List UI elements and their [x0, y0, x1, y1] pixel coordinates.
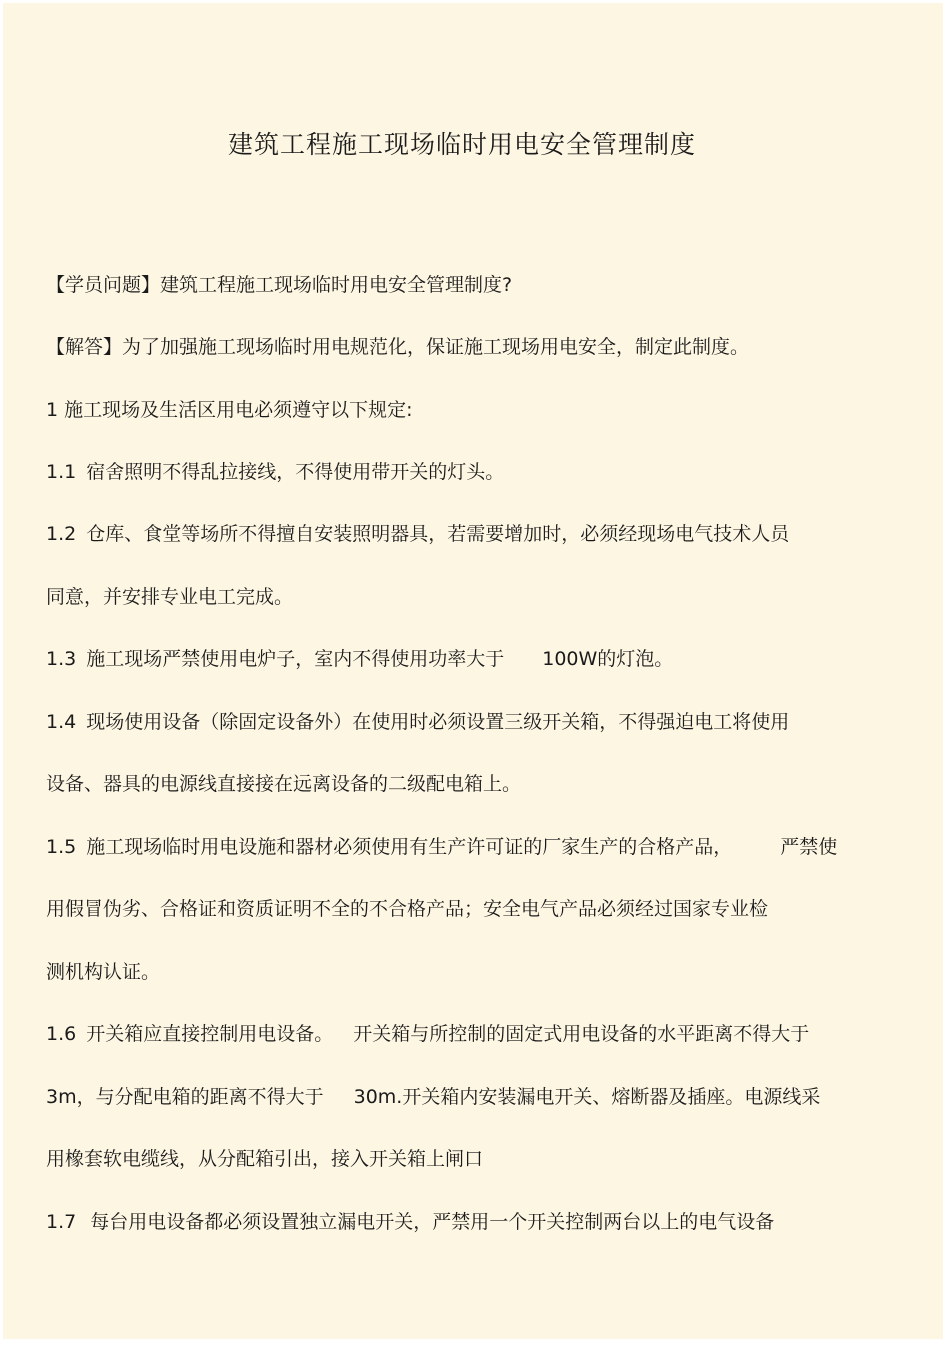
- item-text: 施工现场临时用电设施和器材必须使用有生产许可证的厂家生产的合格产品，: [86, 836, 733, 858]
- item-text: 施工现场严禁使用电炉子，室内不得使用功率大于: [86, 648, 505, 670]
- item-text: 宿舍照明不得乱拉接线，不得使用带开关的灯头。: [86, 461, 505, 483]
- item-text: 100W的灯泡。: [542, 648, 674, 670]
- item-1-4: [46, 708, 789, 736]
- item-number: 1.5: [46, 836, 77, 858]
- item-1-5-continued: 用假冒伪劣、合格证和资质证明不全的不合格产品；安全电气产品必须经过国家专业检: [46, 898, 769, 920]
- item-1-2: [46, 520, 789, 548]
- item-1-6: [46, 1020, 809, 1048]
- item-1-3: [46, 645, 673, 673]
- item-number: 1.3: [46, 648, 77, 670]
- item-number: 1.1: [46, 461, 77, 483]
- item-1-7: [46, 1208, 774, 1236]
- answer-line: 【解答】为了加强施工现场临时用电规范化，保证施工现场用电安全，制定此制度。: [46, 336, 750, 358]
- item-1-6-continued-2: 用橡套软电缆线，从分配箱引出，接入开关箱上闸口: [46, 1148, 484, 1170]
- item-1-5: [46, 833, 837, 861]
- item-text: 现场使用设备（除固定设备外）在使用时必须设置三级开关箱，不得强迫电工将使用: [86, 711, 790, 733]
- item-1-5-continued-2: 测机构认证。: [46, 961, 161, 983]
- item-text: 仓库、食堂等场所不得擅自安装照明器具，若需要增加时，必须经现场电气技术人员: [86, 523, 790, 545]
- item-number: 1.2: [46, 523, 77, 545]
- item-1-1: [46, 458, 504, 486]
- item-number: 1.6: [46, 1023, 77, 1045]
- item-number: 1.4: [46, 711, 77, 733]
- item-text: 开关箱应直接控制用电设备。: [86, 1023, 334, 1045]
- item-text: 每台用电设备都必须设置独立漏电开关，严禁用一个开关控制两台以上的电气设备: [90, 1211, 775, 1233]
- document-title: 建筑工程施工现场临时用电安全管理制度: [227, 130, 696, 159]
- document-page: [3, 3, 943, 1339]
- item-1-4-continued: 设备、器具的电源线直接接在远离设备的二级配电箱上。: [46, 773, 522, 795]
- item-text: 开关箱与所控制的固定式用电设备的水平距离不得大于: [353, 1023, 810, 1045]
- section-1-heading: 1 施工现场及生活区用电必须遵守以下规定:: [46, 399, 413, 421]
- item-text: 3m，与分配电箱的距离不得大于: [46, 1086, 324, 1108]
- item-1-2-continued: 同意，并安排专业电工完成。: [46, 586, 294, 608]
- item-text: 严禁使: [780, 836, 838, 858]
- item-text: 30m.开关箱内安装漏电开关、熔断器及插座。电源线采: [353, 1086, 821, 1108]
- question-line: 【学员问题】建筑工程施工现场临时用电安全管理制度?: [46, 274, 513, 296]
- item-1-6-continued: [46, 1083, 820, 1111]
- item-number: 1.7: [46, 1211, 77, 1233]
